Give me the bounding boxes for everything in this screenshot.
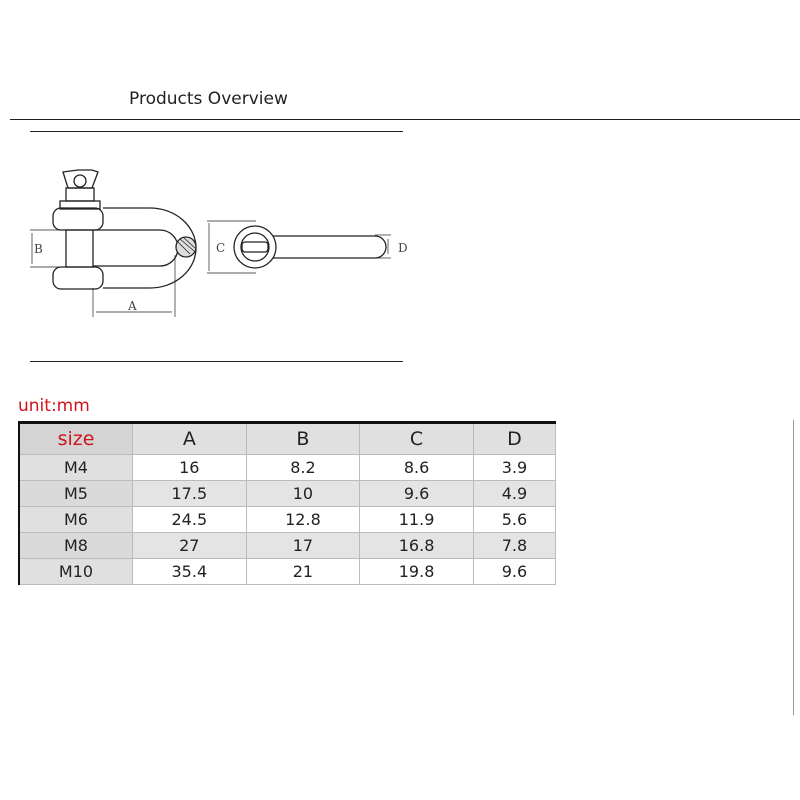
cell: 9.6 [360,481,474,507]
right-edge-line [793,420,794,715]
dimension-label-b: B [34,242,43,256]
diagram-bottom-divider [30,361,403,362]
cell: 5.6 [473,507,555,533]
cell: 19.8 [360,559,474,585]
header-c: C [360,423,474,455]
unit-label: unit:mm [18,396,90,416]
diagram-top-divider [30,131,403,132]
cell: 17 [246,533,360,559]
table-row [19,533,556,559]
header-size: size [19,423,133,455]
cell: 35.4 [133,559,247,585]
dimension-label-c: C [216,241,226,255]
cell: 7.8 [473,533,555,559]
cell: 10 [246,481,360,507]
shackle-side-view [207,221,408,273]
table-row [19,481,556,507]
shackle-diagram [20,150,420,320]
cell: M5 [19,481,133,507]
cell: 27 [133,533,247,559]
header-a: A [133,423,247,455]
cell: 16 [133,455,247,481]
header-b: B [246,423,360,455]
cell: M6 [19,507,133,533]
cell: 21 [246,559,360,585]
cell: 9.6 [473,559,555,585]
header-d: D [473,423,555,455]
cell: 8.6 [360,455,474,481]
cell: 17.5 [133,481,247,507]
cell: 11.9 [360,507,474,533]
cell: M10 [19,559,133,585]
cell: 8.2 [246,455,360,481]
cell: 12.8 [246,507,360,533]
title-divider [10,119,800,120]
table-row [19,507,556,533]
shackle-front-view [30,170,196,317]
cell: 3.9 [473,455,555,481]
cell: M4 [19,455,133,481]
cell: M8 [19,533,133,559]
table-row [19,455,556,481]
cell: 16.8 [360,533,474,559]
dimension-label-a: A [128,299,137,313]
size-table [18,421,556,585]
page-title: Products Overview [129,89,288,109]
dimension-label-d: D [398,241,408,255]
table-row [19,559,556,585]
cell: 4.9 [473,481,555,507]
cell: 24.5 [133,507,247,533]
table-header-row [19,423,556,455]
